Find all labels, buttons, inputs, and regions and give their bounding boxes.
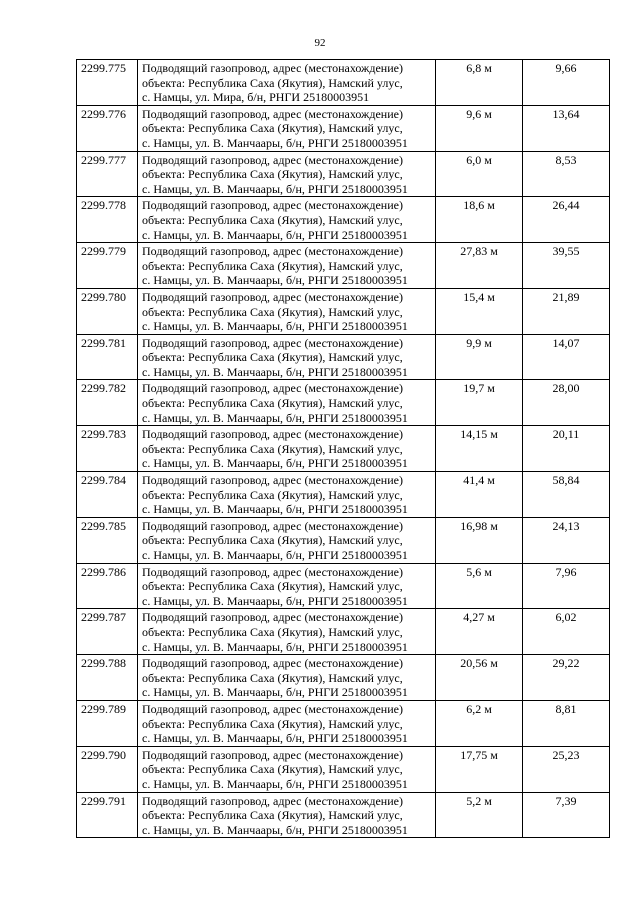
value-cell: 29,22	[523, 655, 610, 701]
row-number-cell: 2299.783	[77, 426, 138, 472]
value-cell: 14,07	[523, 334, 610, 380]
value-cell: 58,84	[523, 472, 610, 518]
registry-table-body	[77, 60, 610, 838]
table-row	[77, 472, 610, 518]
description-line: Подводящий газопровод, адрес (местонахождение)	[142, 518, 403, 533]
description-line: Подводящий газопровод, адрес (местонахождение)	[142, 381, 403, 396]
table-row	[77, 700, 610, 746]
table-row	[77, 197, 610, 243]
table-row	[77, 288, 610, 334]
description-line: с. Намцы, ул. В. Манчаары, б/н, РНГИ 25180003951	[142, 822, 408, 837]
length-cell: 18,6 м	[436, 197, 523, 243]
description-line: с. Намцы, ул. В. Манчаары, б/н, РНГИ 25180003951	[142, 410, 408, 425]
description-line: объекта: Республика Саха (Якутия), Намский улус,	[142, 579, 403, 594]
description-line: Подводящий газопровод, адрес (местонахождение)	[142, 152, 403, 167]
description-cell	[138, 517, 436, 563]
table-row	[77, 243, 610, 289]
description-line: объекта: Республика Саха (Якутия), Намский улус,	[142, 808, 403, 823]
value-cell: 24,13	[523, 517, 610, 563]
length-cell: 6,8 м	[436, 60, 523, 106]
table-row	[77, 746, 610, 792]
description-line: с. Намцы, ул. В. Манчаары, б/н, РНГИ 25180003951	[142, 639, 408, 654]
description-line: объекта: Республика Саха (Якутия), Намский улус,	[142, 441, 403, 456]
description-line: с. Намцы, ул. В. Манчаары, б/н, РНГИ 25180003951	[142, 273, 408, 288]
description-line: Подводящий газопровод, адрес (местонахождение)	[142, 747, 403, 762]
table-row	[77, 792, 610, 838]
description-line: с. Намцы, ул. В. Манчаары, б/н, РНГИ 25180003951	[142, 776, 408, 791]
description-line: с. Намцы, ул. В. Манчаары, б/н, РНГИ 25180003951	[142, 319, 408, 334]
description-line: объекта: Республика Саха (Якутия), Намский улус,	[142, 670, 403, 685]
row-number-cell: 2299.791	[77, 792, 138, 838]
value-cell: 28,00	[523, 380, 610, 426]
description-line: Подводящий газопровод, адрес (местонахождение)	[142, 335, 403, 350]
length-cell: 27,83 м	[436, 243, 523, 289]
row-number-cell: 2299.788	[77, 655, 138, 701]
table-row	[77, 60, 610, 106]
length-cell: 9,9 м	[436, 334, 523, 380]
description-cell	[138, 60, 436, 106]
row-number-cell: 2299.787	[77, 609, 138, 655]
row-number-cell: 2299.779	[77, 243, 138, 289]
description-line: объекта: Республика Саха (Якутия), Намский улус,	[142, 533, 403, 548]
row-number-cell: 2299.785	[77, 517, 138, 563]
description-line: с. Намцы, ул. В. Манчаары, б/н, РНГИ 25180003951	[142, 135, 408, 150]
row-number-cell: 2299.781	[77, 334, 138, 380]
description-cell	[138, 563, 436, 609]
description-cell	[138, 380, 436, 426]
description-line: объекта: Республика Саха (Якутия), Намский улус,	[142, 350, 403, 365]
value-cell: 20,11	[523, 426, 610, 472]
value-cell: 26,44	[523, 197, 610, 243]
length-cell: 5,2 м	[436, 792, 523, 838]
description-cell	[138, 746, 436, 792]
length-cell: 19,7 м	[436, 380, 523, 426]
description-cell	[138, 243, 436, 289]
description-line: объекта: Республика Саха (Якутия), Намский улус,	[142, 212, 403, 227]
value-cell: 21,89	[523, 288, 610, 334]
length-cell: 14,15 м	[436, 426, 523, 472]
description-cell	[138, 197, 436, 243]
table-row	[77, 105, 610, 151]
length-cell: 4,27 м	[436, 609, 523, 655]
description-cell	[138, 288, 436, 334]
description-line: с. Намцы, ул. В. Манчаары, б/н, РНГИ 25180003951	[142, 502, 408, 517]
row-number-cell: 2299.786	[77, 563, 138, 609]
description-line: Подводящий газопровод, адрес (местонахождение)	[142, 610, 403, 625]
description-line: с. Намцы, ул. В. Манчаары, б/н, РНГИ 25180003951	[142, 685, 408, 700]
length-cell: 20,56 м	[436, 655, 523, 701]
description-line: с. Намцы, ул. Мира, б/н, РНГИ 25180003951	[142, 90, 370, 105]
description-line: Подводящий газопровод, адрес (местонахождение)	[142, 656, 403, 671]
description-line: Подводящий газопровод, адрес (местонахождение)	[142, 61, 403, 75]
row-number-cell: 2299.776	[77, 105, 138, 151]
length-cell: 6,2 м	[436, 700, 523, 746]
description-line: Подводящий газопровод, адрес (местонахождение)	[142, 473, 403, 488]
table-row	[77, 609, 610, 655]
description-line: объекта: Республика Саха (Якутия), Намский улус,	[142, 167, 403, 182]
registry-table	[76, 59, 610, 838]
description-cell	[138, 700, 436, 746]
table-row	[77, 517, 610, 563]
description-line: с. Намцы, ул. В. Манчаары, б/н, РНГИ 25180003951	[142, 548, 408, 562]
description-line: с. Намцы, ул. В. Манчаары, б/н, РНГИ 25180003951	[142, 456, 408, 471]
description-line: с. Намцы, ул. В. Манчаары, б/н, РНГИ 25180003951	[142, 731, 408, 746]
value-cell: 8,81	[523, 700, 610, 746]
length-cell: 6,0 м	[436, 151, 523, 197]
description-line: Подводящий газопровод, адрес (местонахождение)	[142, 106, 403, 121]
description-line: объекта: Республика Саха (Якутия), Намский улус,	[142, 716, 403, 731]
description-line: объекта: Республика Саха (Якутия), Намский улус,	[142, 762, 403, 777]
description-cell	[138, 426, 436, 472]
description-line: Подводящий газопровод, адрес (местонахождение)	[142, 427, 403, 442]
description-line: объекта: Республика Саха (Якутия), Намский улус,	[142, 258, 403, 273]
value-cell: 6,02	[523, 609, 610, 655]
description-line: с. Намцы, ул. В. Манчаары, б/н, РНГИ 25180003951	[142, 593, 408, 608]
length-cell: 5,6 м	[436, 563, 523, 609]
description-cell	[138, 472, 436, 518]
length-cell: 41,4 м	[436, 472, 523, 518]
value-cell: 13,64	[523, 105, 610, 151]
row-number-cell: 2299.789	[77, 700, 138, 746]
description-line: Подводящий газопровод, адрес (местонахождение)	[142, 564, 403, 579]
table-row	[77, 655, 610, 701]
description-cell	[138, 151, 436, 197]
description-line: объекта: Республика Саха (Якутия), Намский улус,	[142, 121, 403, 136]
description-line: Подводящий газопровод, адрес (местонахождение)	[142, 793, 403, 808]
value-cell: 7,39	[523, 792, 610, 838]
description-line: объекта: Республика Саха (Якутия), Намский улус,	[142, 487, 403, 502]
description-line: объекта: Республика Саха (Якутия), Намский улус,	[142, 304, 403, 319]
description-cell	[138, 609, 436, 655]
length-cell: 15,4 м	[436, 288, 523, 334]
description-line: с. Намцы, ул. В. Манчаары, б/н, РНГИ 25180003951	[142, 227, 408, 242]
description-line: Подводящий газопровод, адрес (местонахождение)	[142, 244, 403, 259]
value-cell: 7,96	[523, 563, 610, 609]
value-cell: 25,23	[523, 746, 610, 792]
row-number-cell: 2299.782	[77, 380, 138, 426]
row-number-cell: 2299.790	[77, 746, 138, 792]
length-cell: 16,98 м	[436, 517, 523, 563]
length-cell: 9,6 м	[436, 105, 523, 151]
row-number-cell: 2299.775	[77, 60, 138, 106]
description-cell	[138, 334, 436, 380]
value-cell: 9,66	[523, 60, 610, 106]
value-cell: 39,55	[523, 243, 610, 289]
description-line: объекта: Республика Саха (Якутия), Намский улус,	[142, 396, 403, 411]
description-cell	[138, 655, 436, 701]
row-number-cell: 2299.778	[77, 197, 138, 243]
description-line: объекта: Республика Саха (Якутия), Намский улус,	[142, 75, 403, 90]
description-line: Подводящий газопровод, адрес (местонахождение)	[142, 289, 403, 304]
length-cell: 17,75 м	[436, 746, 523, 792]
description-line: Подводящий газопровод, адрес (местонахождение)	[142, 701, 403, 716]
description-line: объекта: Республика Саха (Якутия), Намский улус,	[142, 624, 403, 639]
table-row	[77, 563, 610, 609]
table-row	[77, 380, 610, 426]
row-number-cell: 2299.784	[77, 472, 138, 518]
row-number-cell: 2299.780	[77, 288, 138, 334]
table-row	[77, 426, 610, 472]
description-line: с. Намцы, ул. В. Манчаары, б/н, РНГИ 25180003951	[142, 364, 408, 379]
page-number: 92	[314, 37, 326, 49]
description-line: с. Намцы, ул. В. Манчаары, б/н, РНГИ 25180003951	[142, 181, 408, 196]
row-number-cell: 2299.777	[77, 151, 138, 197]
value-cell: 8,53	[523, 151, 610, 197]
table-row	[77, 151, 610, 197]
description-line: Подводящий газопровод, адрес (местонахождение)	[142, 198, 403, 213]
description-cell	[138, 792, 436, 838]
description-cell	[138, 105, 436, 151]
table-row	[77, 334, 610, 380]
